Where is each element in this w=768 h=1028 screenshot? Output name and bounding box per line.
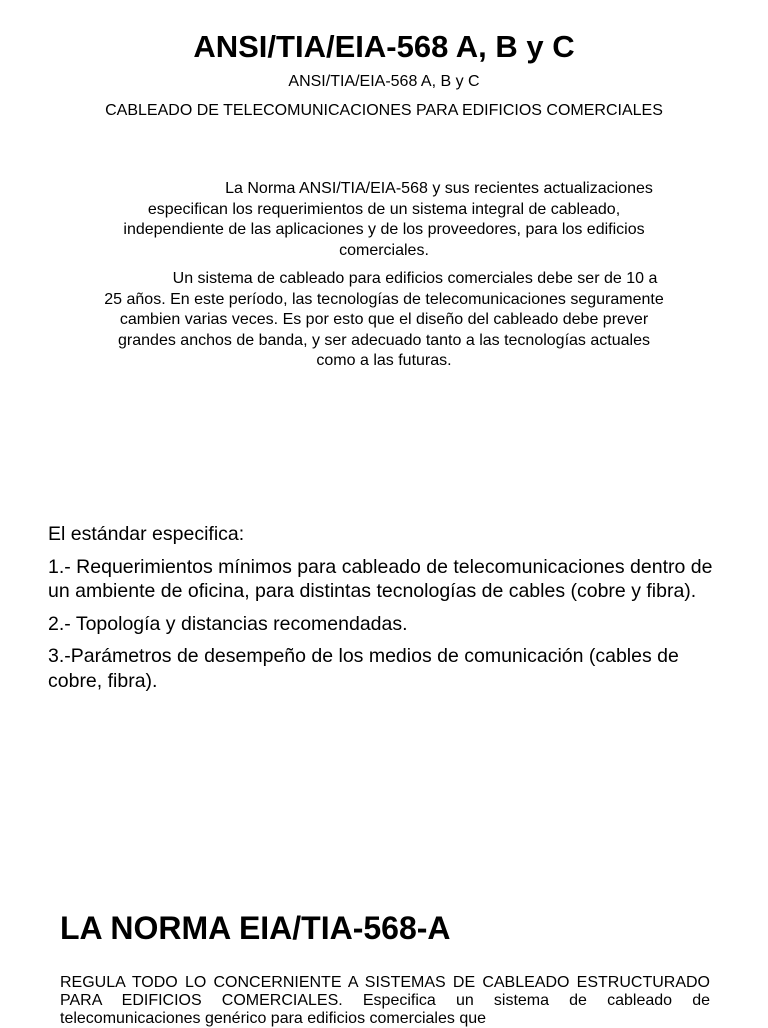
spec-intro: El estándar especifica:	[48, 523, 245, 545]
norm-description: REGULA TODO LO CONCERNIENTE A SISTEMAS DE CABLEADO ESTRUCTURADO PARA EDIFICIOS COMERCIALES. Especifica un sistema de cableado de telecomunicaciones genérico para edificios comerciales que	[60, 974, 710, 1027]
paragraph-sistema	[104, 269, 664, 372]
slide-2-spec-list	[48, 522, 720, 701]
subtitle: ANSI/TIA/EIA-568 A, B y C	[288, 73, 480, 90]
spec-item-2: 2.- Topología y distancias recomendadas.	[48, 612, 408, 635]
paragraph-norma	[104, 179, 664, 261]
spec-item-1: 1.- Requerimientos mínimos para cableado de telecomunicaciones dentro de un ambiente de oficina, para distintas tecnologías de cables (cobre y fibra).	[48, 555, 713, 602]
main-title: ANSI/TIA/EIA-568 A, B y C	[193, 29, 575, 64]
spec-item-3: 3.-Parámetros de desempeño de los medios de comunicación (cables de cobre, fibra).	[48, 645, 679, 692]
section-heading: CABLEADO DE TELECOMUNICACIONES PARA EDIFICIOS COMERCIALES	[105, 102, 663, 119]
norm-title: LA NORMA EIA/TIA-568-A	[60, 910, 451, 946]
paragraph-sistema-text: Un sistema de cableado para edificios comerciales debe ser de 10 a 25 años. En este período, las tecnologías de telecomunicaciones seguramente cambien varias veces. Es por esto que el diseño del cableado debe prever grandes anchos de banda, y ser adecuado tanto a las tecnologías actuales como a las futuras.	[104, 270, 664, 369]
paragraph-norma-text: La Norma ANSI/TIA/EIA-568 y sus recientes actualizaciones especifican los requerimientos de un sistema integral de cableado, independiente de las aplicaciones y de los proveedores, para los edificios comerciales.	[123, 180, 653, 259]
